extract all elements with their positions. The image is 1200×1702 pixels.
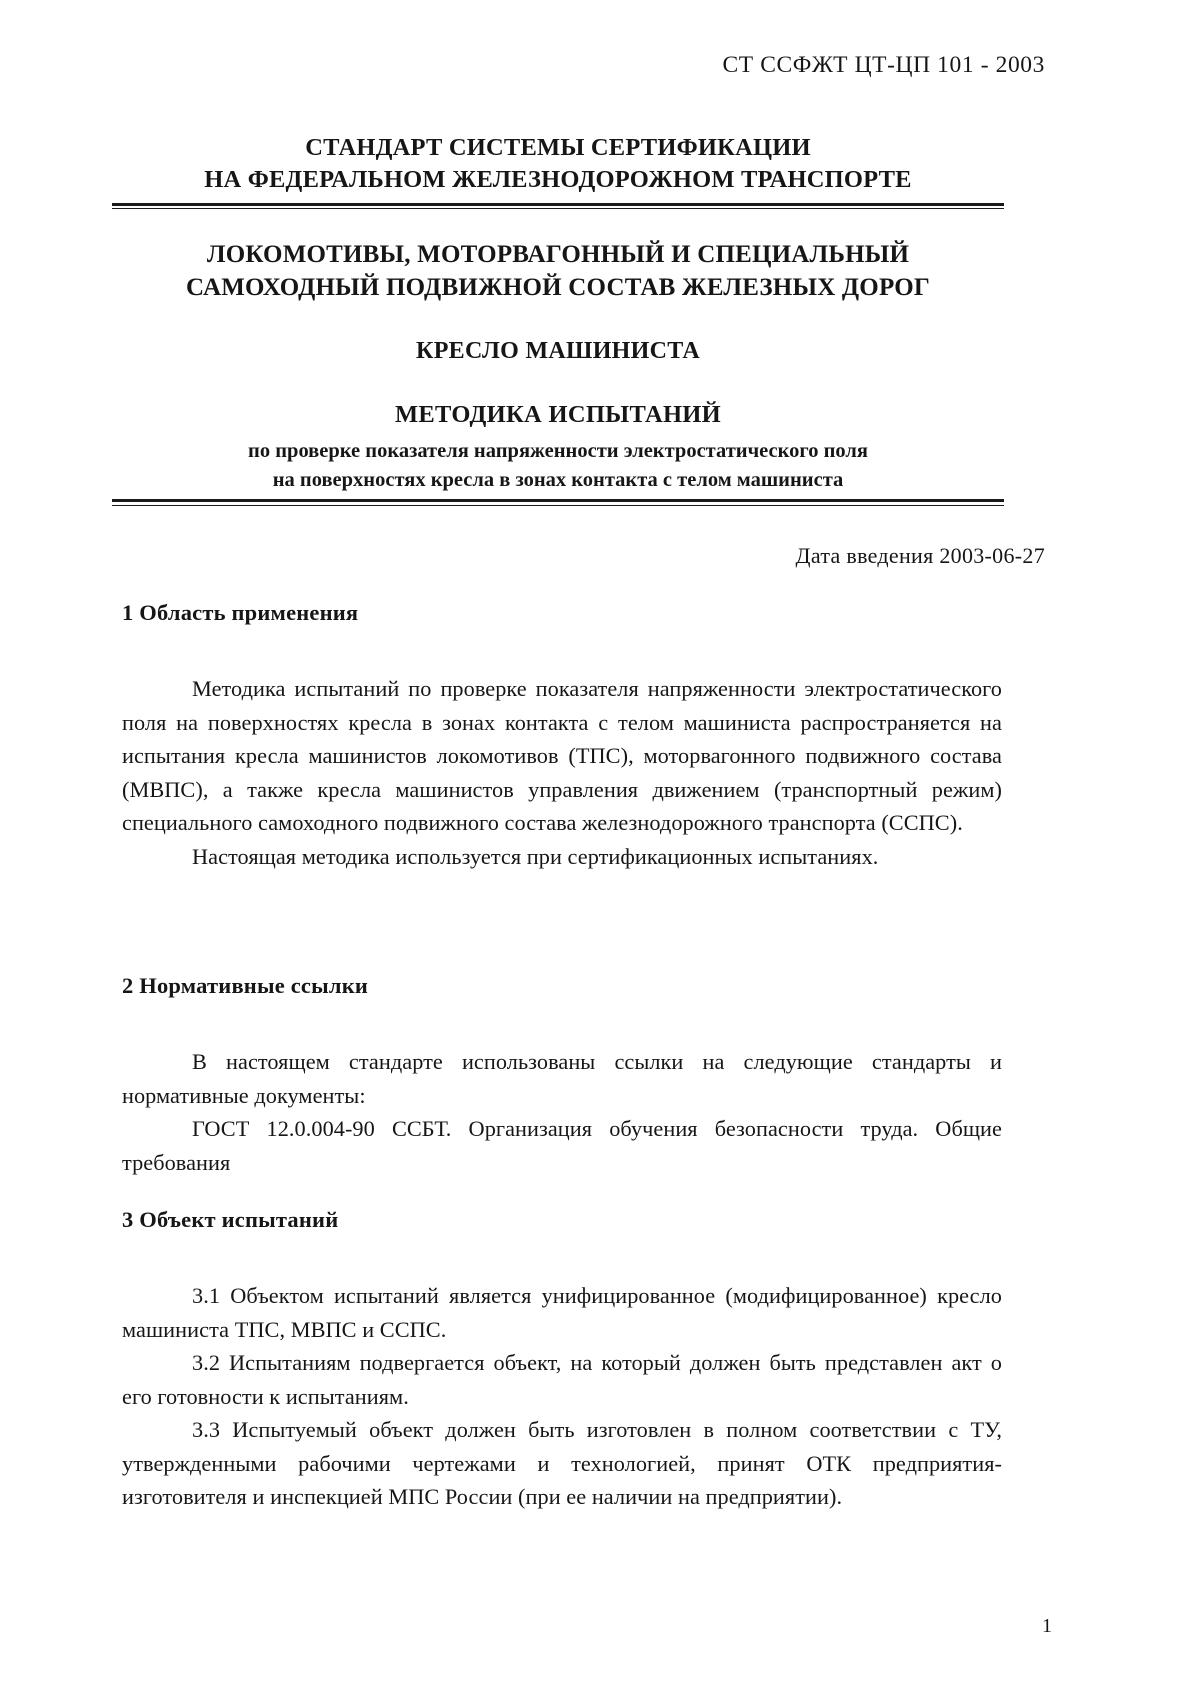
section-3-paragraph-1: 3.1 Объектом испытаний является унифицированное (модифицированное) кресло машиниста ТПС, МВПС и ССПС. <box>122 1283 1002 1342</box>
section-heading-2: 2 Нормативные ссылки <box>122 973 369 998</box>
page-number: 1 <box>1042 1615 1052 1637</box>
document-type: МЕТОДИКА ИСПЫТАНИЙ <box>394 401 722 429</box>
object-scope-title <box>112 239 1004 304</box>
certification-system-line-2: НА ФЕДЕРАЛЬНОМ ЖЕЛЕЗНОДОРОЖНОМ ТРАНСПОРТЕ <box>204 166 912 194</box>
document-subtitle <box>112 437 1004 494</box>
title-divider-bottom <box>112 499 1004 506</box>
section-3-paragraph-3: 3.3 Испытуемый объект должен быть изготовлен в полном соответствии с ТУ, утвержденными рабочими чертежами и технологией, принят ОТК предприятия-изготовителя и инспекцией МПС России (при ее наличии на предприятии). <box>122 1417 1002 1509</box>
section-2-paragraph-2: ГОСТ 12.0.004-90 ССБТ. Организация обучения безопасности труда. Общие требования <box>122 1116 1002 1175</box>
section-heading-1: 1 Область применения <box>122 600 359 625</box>
certification-system-title <box>112 132 1004 197</box>
spacer <box>122 1179 1002 1207</box>
document-body <box>122 600 1002 1514</box>
spacer <box>122 626 1002 672</box>
document-subtitle-line-2: на поверхностях кресла в зонах контакта с телом машиниста <box>272 468 844 491</box>
section-1-paragraph-2: Настоящая методика используется при сертификационных испытаниях. <box>192 843 879 869</box>
spacer <box>122 1233 1002 1279</box>
certification-system-line-1: СТАНДАРТ СИСТЕМЫ СЕРТИФИКАЦИИ <box>305 134 811 161</box>
section-2-paragraph-1: В настоящем стандарте использованы ссылки на следующие стандарты и нормативные документы: <box>122 1049 1002 1108</box>
introduction-date: Дата введения 2003-06-27 <box>795 543 1045 568</box>
title-divider-top <box>112 203 1004 210</box>
spacer <box>122 999 1002 1045</box>
object-scope-line-1: ЛОКОМОТИВЫ, МОТОРВАГОННЫЙ И СПЕЦИАЛЬНЫЙ <box>206 241 910 269</box>
section-1-paragraph-1: Методика испытаний по проверке показателя напряженности электростатического поля на поверхностях кресла в зонах контакта с телом машиниста распространяется на испытания кресла машинистов локомотивов (ТПС), моторвагонного подвижного состава (МВПС), а также кресла машинистов управления движением (транспортный режим) специального самоходного подвижного состава железнодорожного транспорта (ССПС). <box>122 676 1002 835</box>
section-3-paragraph-2: 3.2 Испытаниям подвергается объект, на который должен быть представлен акт о его готовности к испытаниям. <box>122 1350 1002 1409</box>
document-standard-code: СТ ССФЖТ ЦТ-ЦП 101 - 2003 <box>722 52 1045 78</box>
spacer <box>122 873 1002 973</box>
section-heading-3: 3 Объект испытаний <box>122 1207 339 1232</box>
document-subject: КРЕСЛО МАШИНИСТА <box>416 338 700 365</box>
object-scope-line-2: САМОХОДНЫЙ ПОДВИЖНОЙ СОСТАВ ЖЕЛЕЗНЫХ ДОРОГ <box>185 273 931 301</box>
title-block <box>112 132 1004 506</box>
document-subtitle-line-1: по проверке показателя напряженности электростатического поля <box>248 440 868 463</box>
